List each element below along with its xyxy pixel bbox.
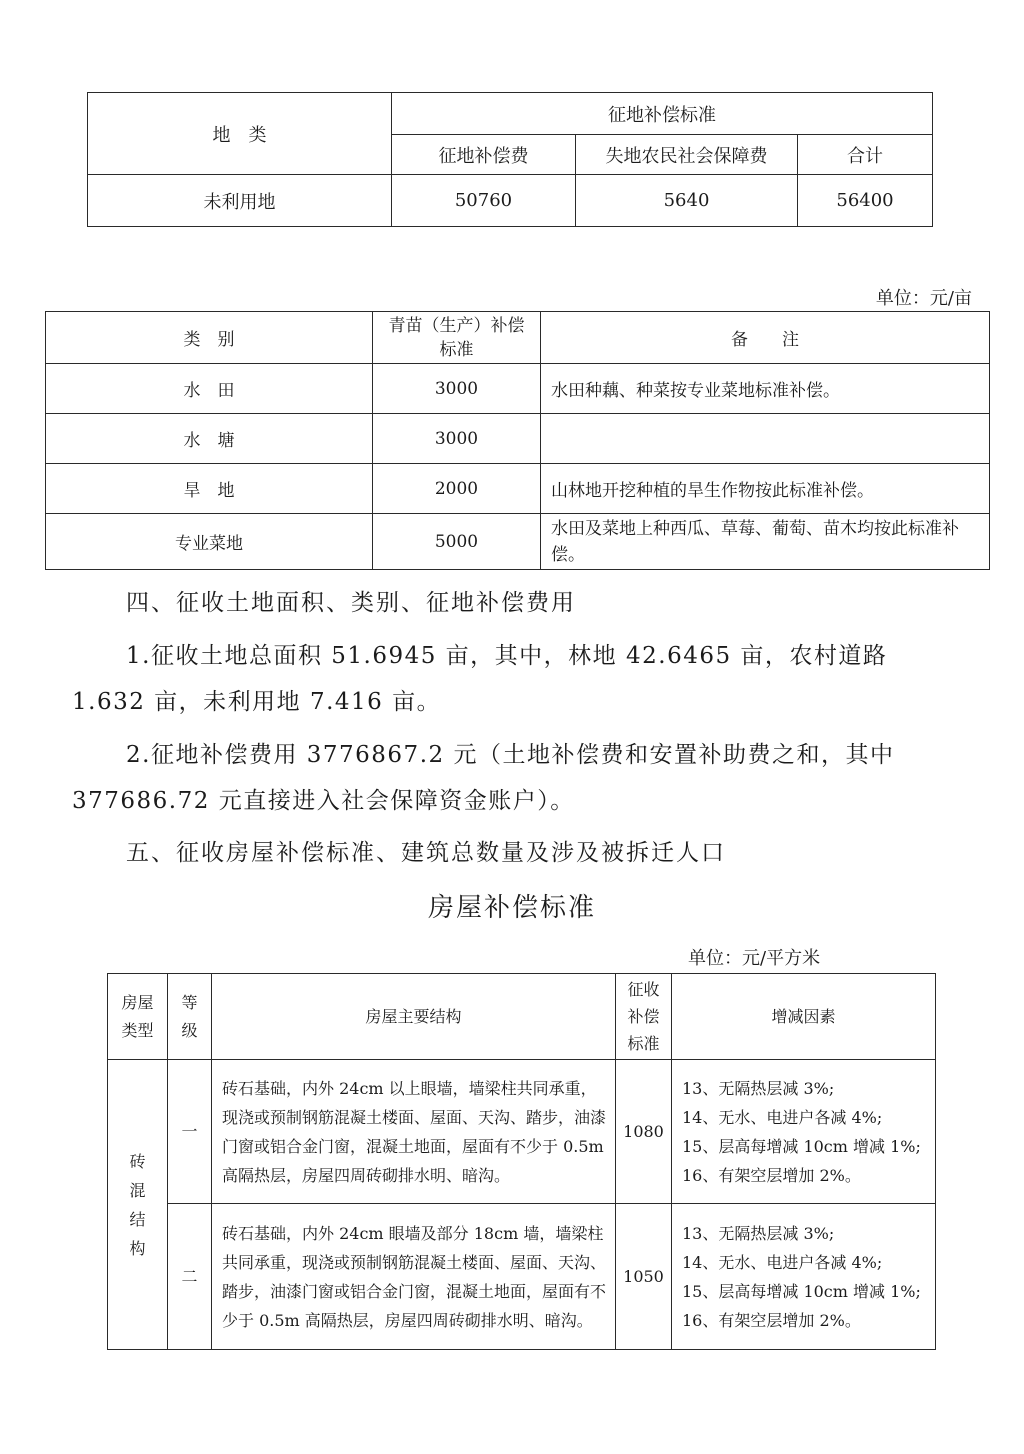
table-row xyxy=(46,414,990,464)
header-crop-standard: 青苗（生产）补偿标准 xyxy=(373,312,541,364)
header-land-compensation-fee: 征地补偿费 xyxy=(392,135,576,175)
cell-standard: 1080 xyxy=(616,1060,672,1204)
cell-land-type: 未利用地 xyxy=(88,175,392,227)
cell-standard: 2000 xyxy=(373,464,541,514)
paragraph-compensation-total: 2.征地补偿费用 3776867.2 元（土地补偿费和安置补助费之和，其中 377686.72 元直接进入社会保障资金账户）。 xyxy=(72,742,895,814)
cell-note: 水田种藕、种菜按专业菜地标准补偿。 xyxy=(541,364,990,414)
cell-note: 水田及菜地上种西瓜、草莓、葡萄、苗木均按此标准补偿。 xyxy=(541,514,990,570)
table-row xyxy=(46,514,990,570)
header-social-security-fee: 失地农民社会保障费 xyxy=(576,135,798,175)
header-land-type: 地 类 xyxy=(88,93,392,175)
cell-standard: 3000 xyxy=(373,364,541,414)
header-grade: 等级 xyxy=(168,974,212,1060)
header-main-structure: 房屋主要结构 xyxy=(212,974,616,1060)
house-compensation-table xyxy=(107,973,936,1350)
header-note: 备 注 xyxy=(541,312,990,364)
cell-grade: 二 xyxy=(168,1204,212,1350)
cell-note xyxy=(541,414,990,464)
factor-item: 13、无隔热层减 3%; xyxy=(682,1078,835,1098)
cell-category: 水 田 xyxy=(46,364,373,414)
cell-social: 5640 xyxy=(576,175,798,227)
cell-grade: 一 xyxy=(168,1060,212,1204)
cell-factors xyxy=(672,1204,936,1350)
cell-factors xyxy=(672,1060,936,1204)
factor-item: 16、有架空层增加 2%。 xyxy=(682,1165,861,1185)
factor-item: 15、层高每增减 10cm 增减 1%; xyxy=(682,1136,921,1156)
cell-standard: 5000 xyxy=(373,514,541,570)
unit-label-mu: 单位：元/亩 xyxy=(875,288,972,309)
cell-category: 专业菜地 xyxy=(46,514,373,570)
header-total: 合计 xyxy=(798,135,933,175)
cell-structure: 砖石基础，内外 24cm 眼墙及部分 18cm 墙，墙梁柱共同承重，现浇或预制钢筋混凝土楼面、屋面、天沟、踏步，油漆门窗或铝合金门窗，混凝土地面，屋面有不少于 0.5m 高隔热层，房屋四周砖砌排水明、暗沟。 xyxy=(212,1204,616,1350)
header-category: 类 别 xyxy=(46,312,373,364)
header-house-type: 房屋类型 xyxy=(108,974,168,1060)
table-row xyxy=(108,1204,936,1350)
factor-item: 14、无水、电进户各减 4%; xyxy=(682,1107,883,1127)
header-adjustment-factors: 增减因素 xyxy=(672,974,936,1060)
cell-note: 山林地开挖种植的旱生作物按此标准补偿。 xyxy=(541,464,990,514)
cell-standard: 3000 xyxy=(373,414,541,464)
cell-category: 旱 地 xyxy=(46,464,373,514)
crop-compensation-table xyxy=(45,311,990,570)
header-compensation-standard: 征地补偿标准 xyxy=(392,93,933,135)
table-row xyxy=(46,364,990,414)
table-row xyxy=(46,464,990,514)
cell-structure: 砖石基础，内外 24cm 以上眼墙，墙梁柱共同承重，现浇或预制钢筋混凝土楼面、屋面、天沟、踏步，油漆门窗或铝合金门窗，混凝土地面，屋面有不少于 0.5m 高隔热层，房屋四周砖砌排水明、暗沟。 xyxy=(212,1060,616,1204)
cell-comp: 50760 xyxy=(392,175,576,227)
unit-label-sqm: 单位：元/平方米 xyxy=(688,948,821,969)
cell-total: 56400 xyxy=(798,175,933,227)
cell-standard: 1050 xyxy=(616,1204,672,1350)
factor-item: 16、有架空层增加 2%。 xyxy=(682,1310,861,1330)
factor-item: 14、无水、电进户各减 4%; xyxy=(682,1252,883,1272)
section-four-heading: 四、征收土地面积、类别、征地补偿费用 xyxy=(126,590,576,616)
cell-category: 水 塘 xyxy=(46,414,373,464)
section-five-heading: 五、征收房屋补偿标准、建筑总数量及涉及被拆迁人口 xyxy=(126,840,726,866)
paragraph-land-area: 1.征收土地总面积 51.6945 亩，其中，林地 42.6465 亩，农村道路 1.632 亩，未利用地 7.416 亩。 xyxy=(72,643,888,715)
land-compensation-table xyxy=(87,92,933,227)
factor-item: 15、层高每增减 10cm 增减 1%; xyxy=(682,1281,921,1301)
header-compensation-standard: 征收补偿标准 xyxy=(616,974,672,1060)
table-row xyxy=(88,175,933,227)
cell-house-type: 砖混结构 xyxy=(108,1060,168,1350)
house-standard-title: 房屋补偿标准 xyxy=(427,893,596,923)
factor-item: 13、无隔热层减 3%; xyxy=(682,1223,835,1243)
table-row xyxy=(108,1060,936,1204)
